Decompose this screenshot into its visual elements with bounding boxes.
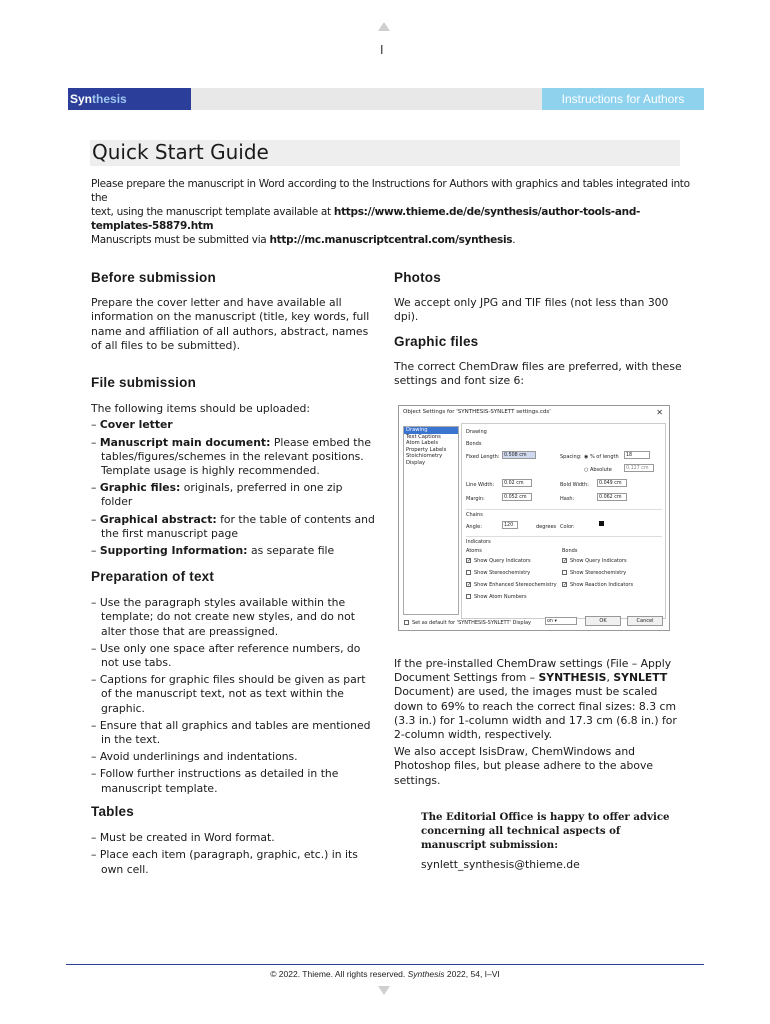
list-item[interactable]: Property Labels: [406, 446, 447, 453]
checkbox-label: Show Stereochemistry: [570, 570, 627, 576]
divider: [466, 509, 662, 510]
close-icon[interactable]: ✕: [656, 408, 663, 417]
checkbox-label: Show Query Indicators: [474, 558, 531, 564]
field-label: Hash:: [560, 496, 575, 502]
graphic-files-text: The correct ChemDraw files are preferred, with these settings and font size 6:: [394, 360, 682, 388]
section-tag: Instructions for Authors: [542, 88, 704, 110]
editorial-lead: The Editorial Office is happy to offer advice concerning all technical aspects of manuscript submission:: [421, 811, 670, 852]
chemdraw-note-text: If the pre-installed ChemDraw settings (File – Apply Document Settings from – SYNTHESIS, SYNLETT Document) are used, the images must be scaled down to 69% to reach the correct final sizes: 8.3 cm (3.3 in.) for 1-column width and 17.3 cm (6.8 in.) for 2-column width, respectively.: [394, 657, 677, 742]
field-label: Line Width:: [466, 482, 495, 488]
list-item: – Ensure that all graphics and tables are mentioned in the text.: [91, 718, 371, 747]
fixed-length-input[interactable]: 0.508 cm: [502, 451, 536, 459]
bold-width-input[interactable]: 0.049 cm: [597, 479, 627, 487]
checkbox[interactable]: ✓: [563, 558, 568, 564]
graphic-files: [394, 335, 684, 389]
list-item[interactable]: Drawing: [404, 427, 458, 434]
footer-rule: [66, 964, 704, 965]
list-item[interactable]: Stoichiometry Display: [406, 453, 443, 466]
display-dropdown[interactable]: on ▾: [545, 617, 577, 625]
margin-input[interactable]: 0.052 cm: [502, 493, 532, 501]
checkbox[interactable]: ✓: [467, 582, 472, 588]
section-label: Drawing: [466, 429, 487, 435]
list-item: – Cover letter: [91, 418, 173, 432]
angle-input[interactable]: 120: [502, 521, 518, 529]
dialog-title: Object Settings for 'SYNTHESIS-SYNLETT settings.cds': [403, 409, 551, 415]
group-label: Chains: [466, 512, 483, 518]
list-item: – Use the paragraph styles available within the template; do not create new styles, and do not alter those that are preassigned.: [91, 596, 355, 638]
group-label: Indicators: [466, 539, 491, 545]
list-item: – Place each item (paragraph, graphic, etc.) in its own cell.: [91, 848, 358, 876]
before-submission-text: Prepare the cover letter and have available all information on the manuscript (title, key words, full name and affiliation of all authors, abstract, names of all files to be submitted).: [91, 296, 370, 352]
photos-heading: Photos: [394, 270, 441, 285]
list-item[interactable]: Atom Labels: [406, 440, 439, 446]
group-label: Bonds: [466, 441, 482, 447]
scroll-down-icon[interactable]: [378, 986, 390, 995]
settings-category-list: [403, 426, 459, 615]
graphic-files-heading: Graphic files: [394, 334, 479, 349]
field-label: Fixed Length:: [466, 454, 500, 460]
settings-pane: [461, 423, 666, 619]
template-link[interactable]: https://www.thieme.de/de/synthesis/author-tools-and-templates-58879.htm: [91, 206, 641, 232]
scroll-up-icon[interactable]: [378, 22, 390, 31]
ok-button[interactable]: OK: [585, 616, 621, 626]
before-submission: [91, 271, 377, 353]
checkbox-label: Show Enhanced Stereochemistry: [474, 582, 557, 588]
checkbox[interactable]: [562, 570, 567, 575]
chemdraw-settings-dialog: [398, 405, 670, 631]
chemdraw-also-text: We also accept IsisDraw, ChemWindows and Photoshop files, but please adhere to the above settings.: [394, 745, 654, 787]
tables-heading: Tables: [91, 804, 134, 819]
preparation: [91, 570, 377, 799]
default-checkbox[interactable]: [404, 620, 409, 625]
checkbox[interactable]: [466, 570, 471, 575]
checkbox-label: Show Reaction Indicators: [570, 582, 634, 588]
checkbox[interactable]: ✓: [563, 582, 568, 588]
intro-line3: Manuscripts must be submitted via http://mc.manuscriptcentral.com/synthesis.: [91, 234, 516, 246]
spacing-pct-radio[interactable]: ◉ % of length: [584, 454, 619, 460]
list-item: – Avoid underlinings and indentations.: [91, 750, 298, 764]
checkbox-label: Set as default for 'SYNTHESIS-SYNLETT' Display: [412, 620, 531, 626]
list-item: – Manuscript main document: Please embed the tables/figures/schemes in the relevant positions. Template usage is highly recommended.: [91, 435, 371, 478]
list-item: – Must be created in Word format.: [91, 831, 275, 845]
editorial-note: [421, 810, 671, 872]
photos-text: We accept only JPG and TIF files (not less than 300 dpi).: [394, 296, 669, 324]
checkbox-label: Show Stereochemistry: [474, 570, 531, 576]
page-number: I: [380, 43, 384, 57]
footer: © 2022. Thieme. All rights reserved. Synthesis 2022, 54, I–VI: [270, 969, 500, 979]
field-label: Color:: [560, 524, 575, 530]
field-label: Margin:: [466, 496, 485, 502]
list-item: – Follow further instructions as detailed in the manuscript template.: [91, 767, 339, 795]
list-item: – Captions for graphic files should be given as part of the manuscript text, not as text within the graphic.: [91, 673, 366, 715]
group-label: Atoms: [466, 548, 482, 554]
field-label: Bold Width:: [560, 482, 589, 488]
hash-input[interactable]: 0.062 cm: [597, 493, 627, 501]
field-label: degrees: [536, 524, 557, 530]
divider: [466, 536, 662, 537]
checkbox-label: Show Query Indicators: [570, 558, 627, 564]
journal-part2: thesis: [92, 92, 127, 106]
intro: [91, 177, 691, 247]
list-item: – Use only one space after reference numbers, do not use tabs.: [91, 641, 361, 670]
list-item: – Graphical abstract: for the table of contents and the first manuscript page: [91, 512, 375, 540]
absolute-radio[interactable]: ○ Absolute: [584, 467, 612, 473]
file-submission-heading: File submission: [91, 375, 197, 390]
absolute-input[interactable]: 0.127 cm: [624, 464, 654, 472]
list-item: – Supporting Information: as separate file: [91, 544, 335, 558]
checkbox[interactable]: [466, 594, 471, 599]
list-item[interactable]: Text Captions: [406, 433, 441, 440]
journal-tag: [68, 88, 191, 110]
spacing-input[interactable]: 18: [624, 451, 650, 459]
color-swatch[interactable]: [599, 521, 604, 526]
checkbox[interactable]: ✓: [467, 558, 472, 564]
intro-line2: text, using the manuscript template available at https://www.thieme.de/de/synthesis/author-tools-and-templates-58879.htm: [91, 206, 641, 232]
page-title: Quick Start Guide: [92, 140, 269, 164]
line-width-input[interactable]: 0.02 cm: [502, 479, 532, 487]
file-submission: [91, 376, 377, 561]
journal-part1: Syn: [70, 92, 93, 106]
photos: [394, 271, 684, 325]
field-label: Angle:: [466, 524, 482, 530]
cancel-button[interactable]: Cancel: [627, 616, 663, 626]
editorial-email[interactable]: synlett_synthesis@thieme.de: [421, 857, 580, 871]
submission-link[interactable]: http://mc.manuscriptcentral.com/synthesis: [269, 234, 513, 246]
checkbox-label: Show Atom Numbers: [474, 594, 527, 600]
file-submission-lead: The following items should be uploaded:: [91, 402, 310, 416]
list-item: – Graphic files: originals, preferred in one zip folder: [91, 481, 343, 509]
before-submission-heading: Before submission: [91, 270, 216, 285]
field-label: Spacing:: [560, 454, 582, 460]
intro-line1: Please prepare the manuscript in Word according to the Instructions for Authors with graphics and tables integrated into the: [91, 178, 690, 204]
tables: [91, 805, 377, 880]
preparation-heading: Preparation of text: [91, 569, 215, 584]
chemdraw-note: [394, 657, 684, 788]
group-label: Bonds: [562, 548, 578, 554]
